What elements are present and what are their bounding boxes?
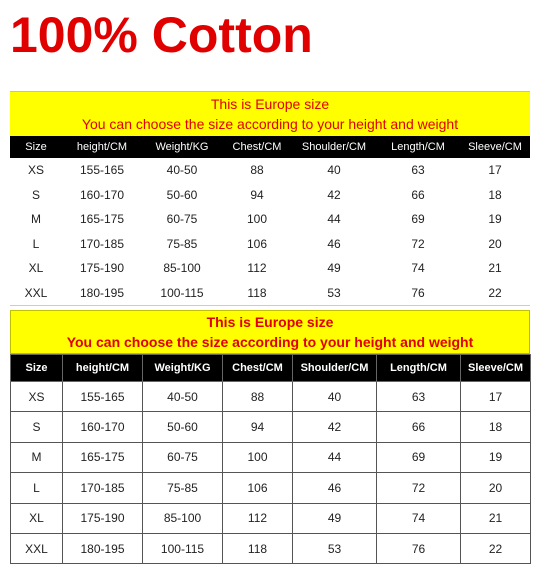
banner-subheading: You can choose the size according to your height and weight <box>81 116 459 132</box>
table-cell: 46 <box>293 473 377 503</box>
column-header: Size <box>11 355 63 382</box>
table-cell: 74 <box>377 503 461 533</box>
table-cell: 20 <box>461 473 531 503</box>
column-header: Weight/KG <box>143 355 223 382</box>
column-header: Sleeve/CM <box>460 136 530 158</box>
column-header: Length/CM <box>376 136 460 158</box>
column-header: Chest/CM <box>223 355 293 382</box>
table-cell: 49 <box>327 261 341 276</box>
table-cell: 66 <box>411 187 425 202</box>
table-cell: 17 <box>488 163 502 178</box>
table-cell: 155-165 <box>79 163 125 178</box>
header-row <box>11 355 531 382</box>
table-cell: 53 <box>293 533 377 563</box>
table-cell: 94 <box>250 187 264 202</box>
table-cell: 175-190 <box>63 503 143 533</box>
table-row <box>11 382 531 412</box>
table-cell: 19 <box>488 212 502 227</box>
size-chart-1 <box>10 91 530 306</box>
table-cell: 17 <box>461 382 531 412</box>
table-cell: 94 <box>223 412 293 442</box>
size-chart-2 <box>10 310 530 564</box>
table-cell: 22 <box>488 285 502 300</box>
column-header: Sleeve/CM <box>461 355 531 382</box>
table-cell: S <box>11 412 63 442</box>
table-cell: 50-60 <box>143 412 223 442</box>
table-cell: 100-115 <box>160 285 204 300</box>
column-header: Chest/CM <box>222 136 292 158</box>
column-header: Size <box>10 136 62 158</box>
table-cell: 63 <box>411 163 425 178</box>
banner-subheading: You can choose the size according to your height and weight <box>66 334 474 350</box>
table-cell: 75-85 <box>166 236 198 251</box>
table-row <box>10 183 530 208</box>
table-cell: 106 <box>223 473 293 503</box>
table-cell: M <box>31 212 41 227</box>
table-cell: 21 <box>461 503 531 533</box>
table-cell: 118 <box>247 285 267 300</box>
table-cell: 40-50 <box>143 382 223 412</box>
header-row <box>10 136 530 158</box>
table-row <box>10 281 530 306</box>
table-cell: 76 <box>411 285 425 300</box>
table-cell: 180-195 <box>63 533 143 563</box>
table-cell: 49 <box>293 503 377 533</box>
table-cell: 69 <box>377 442 461 472</box>
table-cell: 42 <box>293 412 377 442</box>
table-cell: 19 <box>461 442 531 472</box>
table-cell: 18 <box>488 187 502 202</box>
table-cell: 175-190 <box>79 261 125 276</box>
table-cell: 85-100 <box>143 503 223 533</box>
table-cell: 44 <box>327 212 341 227</box>
banner-heading: This is Europe size <box>206 314 334 330</box>
table-cell: 72 <box>411 236 425 251</box>
table-body <box>10 158 530 306</box>
table-cell: 40 <box>327 163 341 178</box>
table-cell: XS <box>11 382 63 412</box>
table-cell: 106 <box>246 236 268 251</box>
table-cell: M <box>11 442 63 472</box>
table-cell: 60-75 <box>143 442 223 472</box>
size-banner <box>10 91 530 136</box>
table-cell: 18 <box>461 412 531 442</box>
table-cell: 44 <box>293 442 377 472</box>
size-banner <box>10 310 530 354</box>
table-row <box>10 158 530 183</box>
table-cell: 100 <box>246 212 268 227</box>
table-header <box>11 355 531 382</box>
table-cell: 69 <box>411 212 425 227</box>
table-cell: 85-100 <box>163 261 201 276</box>
table-cell: 21 <box>488 261 502 276</box>
table-row <box>10 256 530 281</box>
table-row <box>11 533 531 563</box>
table-cell: 155-165 <box>63 382 143 412</box>
table-cell: 112 <box>247 261 267 276</box>
table-cell: 74 <box>411 261 425 276</box>
table-cell: 165-175 <box>63 442 143 472</box>
column-header: height/CM <box>63 355 143 382</box>
table-cell: 160-170 <box>79 187 125 202</box>
table-cell: 88 <box>223 382 293 412</box>
table-cell: 72 <box>377 473 461 503</box>
size-table <box>10 136 530 306</box>
column-header: Shoulder/CM <box>293 355 377 382</box>
table-cell: 60-75 <box>166 212 198 227</box>
table-cell: 22 <box>461 533 531 563</box>
table-cell: 75-85 <box>143 473 223 503</box>
table-row <box>10 232 530 257</box>
table-cell: 118 <box>223 533 293 563</box>
table-row <box>11 412 531 442</box>
table-cell: 42 <box>327 187 341 202</box>
table-cell: 100-115 <box>143 533 223 563</box>
column-header: Shoulder/CM <box>292 136 376 158</box>
table-cell: 66 <box>377 412 461 442</box>
table-cell: 46 <box>327 236 341 251</box>
banner-heading: This is Europe size <box>210 96 330 112</box>
table-cell: 88 <box>250 163 264 178</box>
table-cell: 40-50 <box>166 163 198 178</box>
column-header: Weight/KG <box>142 136 222 158</box>
table-cell: 40 <box>293 382 377 412</box>
table-cell: L <box>11 473 63 503</box>
table-cell: 20 <box>488 236 502 251</box>
table-cell: 53 <box>327 285 341 300</box>
table-row <box>11 503 531 533</box>
table-row <box>10 207 530 232</box>
table-cell: XXL <box>24 285 48 300</box>
table-header <box>10 136 530 158</box>
table-cell: 50-60 <box>166 187 198 202</box>
table-body <box>11 382 531 564</box>
table-cell: XS <box>27 163 44 178</box>
table-cell: 100 <box>223 442 293 472</box>
table-cell: L <box>32 236 40 251</box>
table-cell: 165-175 <box>79 212 125 227</box>
table-row <box>11 442 531 472</box>
table-cell: 63 <box>377 382 461 412</box>
column-header: Length/CM <box>377 355 461 382</box>
table-cell: 76 <box>377 533 461 563</box>
table-cell: XXL <box>11 533 63 563</box>
table-cell: XL <box>28 261 44 276</box>
size-table <box>10 354 531 564</box>
column-header: height/CM <box>62 136 142 158</box>
table-cell: XL <box>11 503 63 533</box>
page-title: 100% Cotton <box>10 7 313 63</box>
table-cell: 112 <box>223 503 293 533</box>
table-cell: 180-195 <box>79 285 125 300</box>
table-cell: 170-185 <box>63 473 143 503</box>
table-row <box>11 473 531 503</box>
table-cell: 160-170 <box>63 412 143 442</box>
table-cell: S <box>31 187 40 202</box>
table-cell: 170-185 <box>79 236 125 251</box>
